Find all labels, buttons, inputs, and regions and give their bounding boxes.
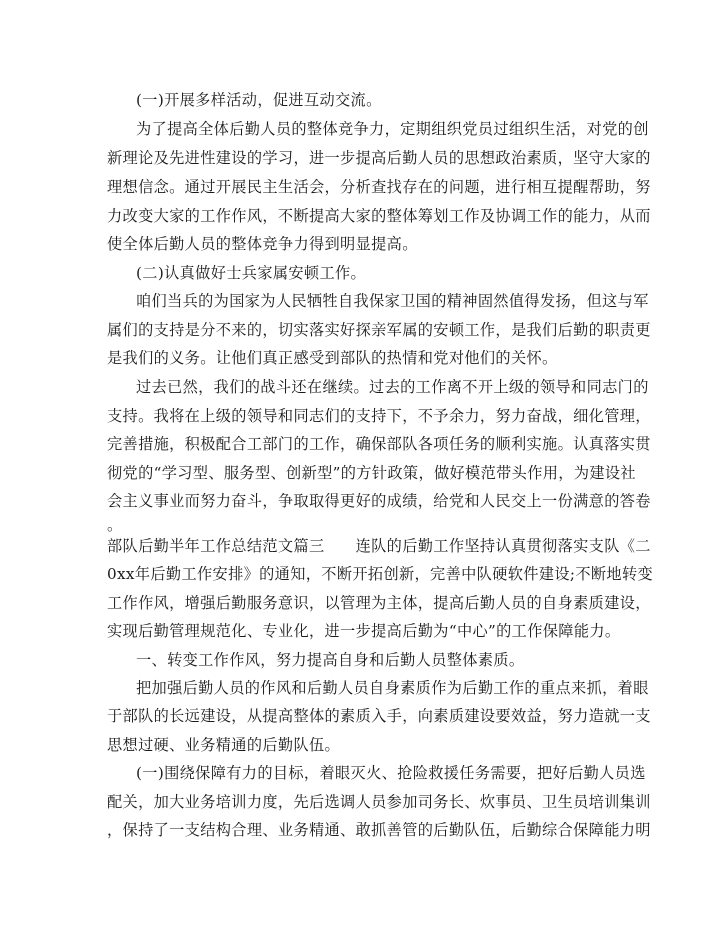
paragraph-line: 把加强后勤人员的作风和后勤人员自身素质作为后勤工作的重点来抓，着眼 xyxy=(136,679,649,697)
paragraph-line: 为了提高全体后勤人员的整体竞争力，定期组织党员过组织生活，对党的创 xyxy=(136,120,649,138)
paragraph-line: 过去已然，我们的战斗还在继续。过去的工作离不开上级的领导和同志门的 xyxy=(136,378,649,396)
section-heading-1: (一)开展多样活动，促进互动交流。 xyxy=(136,91,382,109)
paragraph-line: 0xx年后勤工作安排》的通知，不断开拓创新，完善中队硬软件建设;不断地转变 xyxy=(107,565,654,583)
paragraph-line: 于部队的长远建设，从提高整体的素质入手，向素质建设要效益，努力造就一支 xyxy=(107,707,651,725)
paragraph-line: 是我们的义务。让他们真正感受到部队的热情和党对他们的关怀。 xyxy=(107,349,558,367)
paragraph-line: 理想信念。通过开展民主生活会，分析查找存在的问题，进行相互提醒帮助，努 xyxy=(107,178,651,196)
paragraph-line: 工作作风，增强后勤服务意识，以管理为主体，提高后勤人员的自身素质建设， xyxy=(107,594,651,612)
paragraph-line: 彻党的“学习型、服务型、创新型”的方针政策，做好模范带头作用，为建设社 xyxy=(107,464,636,482)
paragraph-line: ，保持了一支结构合理、业务精通、敢抓善管的后勤队伍，后勤综合保障能力明 xyxy=(107,821,651,839)
section-heading-2: (二)认真做好士兵家属安顿工作。 xyxy=(136,264,367,282)
article-title-line: 部队后勤半年工作总结范文篇三 连队的后勤工作坚持认真贯彻落实支队《二 xyxy=(107,537,651,555)
paragraph-line: 配关，加大业务培训力度，先后选调人员参加司务长、炊事员、卫生员培训集训 xyxy=(107,793,651,811)
paragraph-line: 会主义事业而努力奋斗，争取取得更好的成绩，给党和人民交上一份满意的答卷 xyxy=(107,492,651,510)
paragraph-line: 使全体后勤人员的整体竞争力得到明显提高。 xyxy=(107,235,418,253)
paragraph-line: 力改变大家的工作作风，不断提高大家的整体筹划工作及协调工作的能力，从而 xyxy=(107,207,651,225)
paragraph-line: 咱们当兵的为国家为人民牺牲自我保家卫国的精神固然值得发扬，但这与军 xyxy=(136,292,649,310)
section-heading-4: (一)围绕保障有力的目标，着眼灭火、抢险救援任务需要，把好后勤人员选 xyxy=(136,764,646,782)
paragraph-line: 。 xyxy=(107,516,123,534)
section-heading-3: 一、转变工作作风，努力提高自身和后勤人员整体素质。 xyxy=(136,651,525,669)
paragraph-line: 属们的支持是分不来的，切实落实好探亲军属的安顿工作，是我们后勤的职责更 xyxy=(107,321,651,339)
paragraph-line: 思想过硬、业务精通的后勤队伍。 xyxy=(107,736,341,754)
paragraph-line: 完善措施，积极配合工部门的工作，确保部队各项任务的顺利实施。认真落实贯 xyxy=(107,435,651,453)
paragraph-line: 实现后勤管理规范化、专业化，进一步提高后勤为“中心”的工作保障能力。 xyxy=(107,622,621,640)
paragraph-line: 支持。我将在上级的领导和同志们的支持下，不予余力，努力奋战，细化管理， xyxy=(107,407,651,425)
paragraph-line: 新理论及先进性建设的学习，进一步提高后勤人员的思想政治素质，坚守大家的 xyxy=(107,149,651,167)
